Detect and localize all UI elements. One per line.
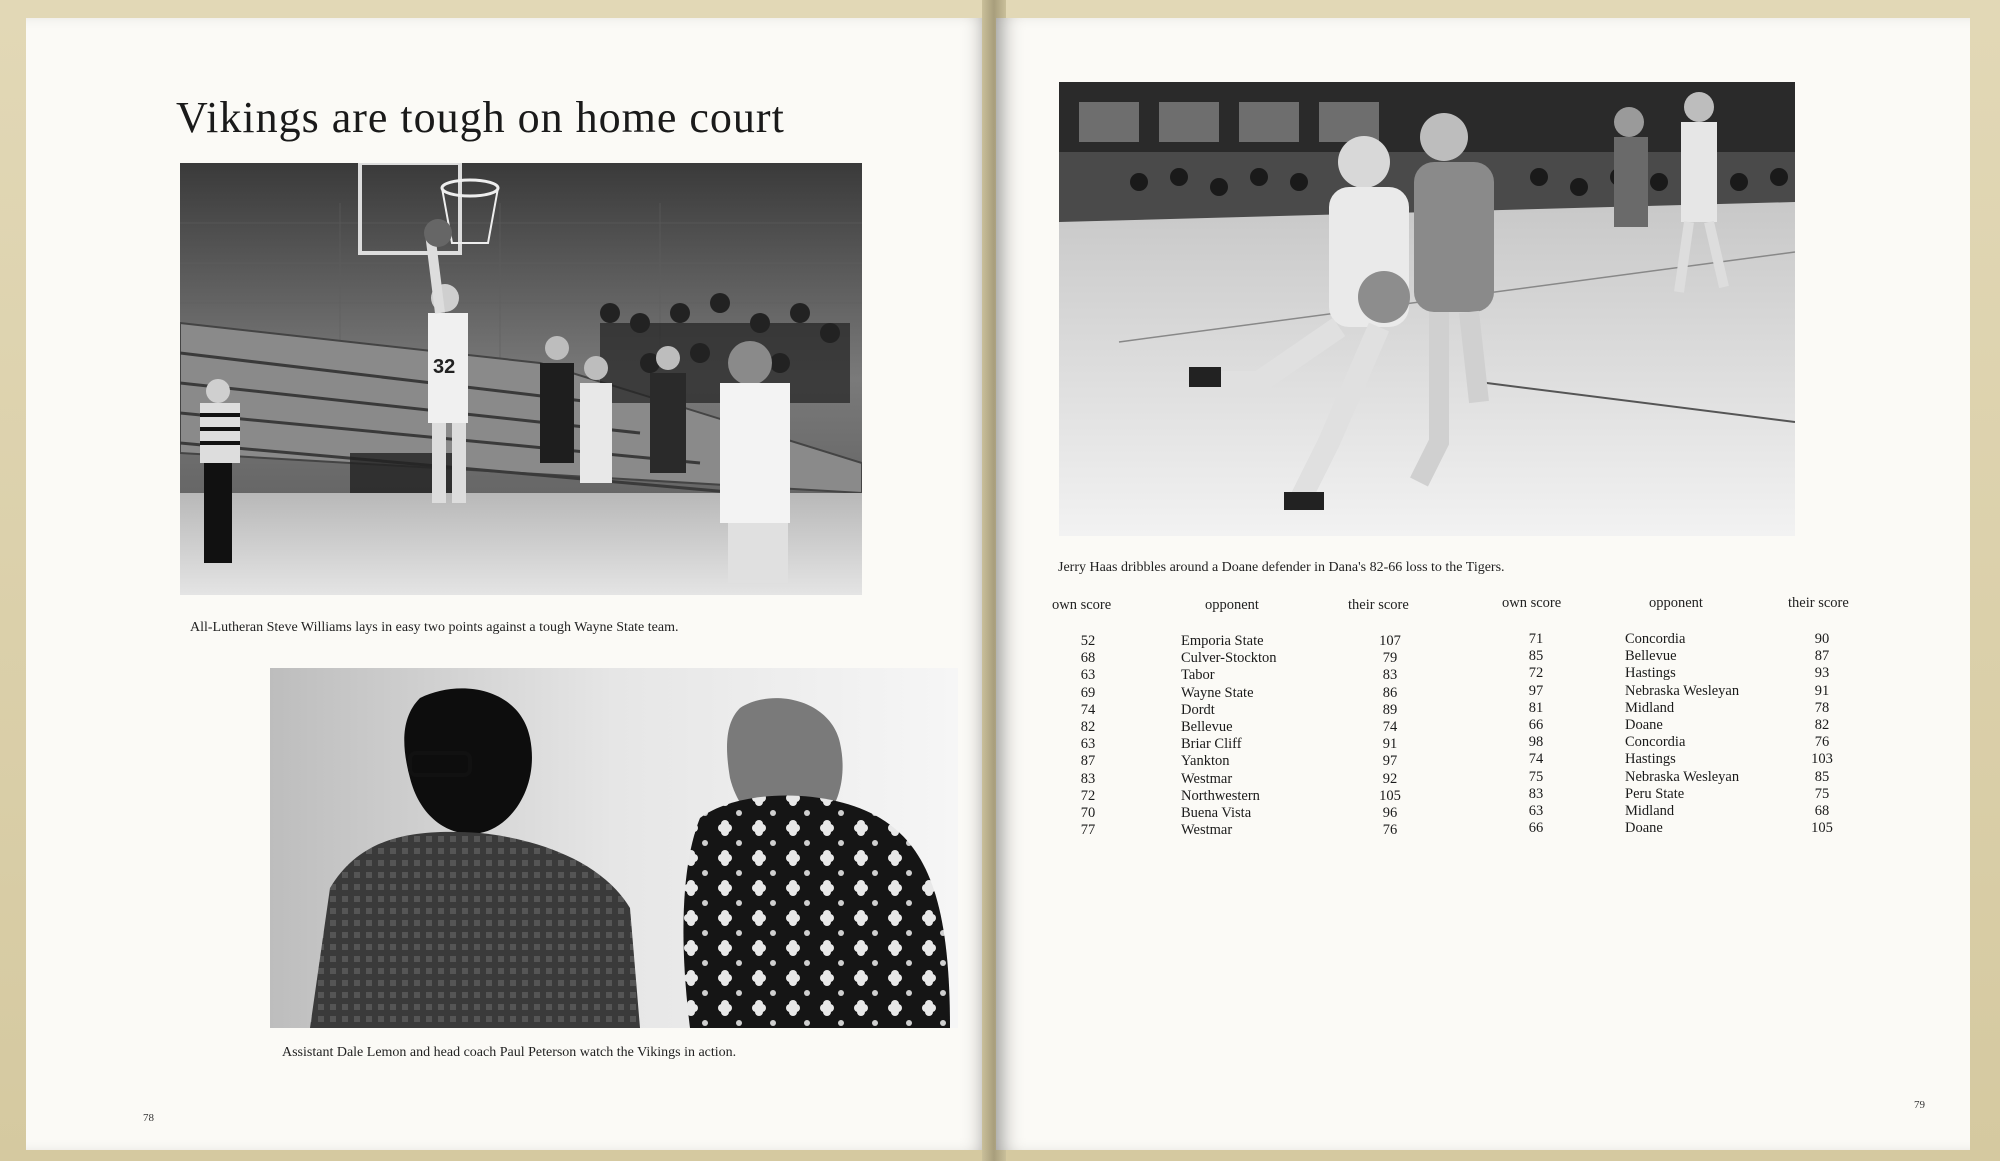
opponent-name: Westmar — [1181, 770, 1233, 787]
coaches-photo-image — [270, 668, 958, 1028]
opponent-name: Culver-Stockton — [1181, 650, 1277, 667]
own-score: 85 — [1528, 648, 1544, 665]
own-score: 66 — [1528, 820, 1544, 837]
own-score: 68 — [1080, 650, 1096, 667]
opponent-name: Wayne State — [1181, 684, 1254, 701]
opponent-name: Concordia — [1625, 631, 1686, 647]
header-opponent: opponent — [1205, 597, 1259, 613]
their-score: 86 — [1382, 684, 1398, 701]
opponent-name: Briar Cliff — [1181, 736, 1242, 753]
coaches-caption: Assistant Dale Lemon and head coach Paul Peterson watch the Vikings in action. — [282, 1045, 737, 1060]
opponent-name: Doane — [1625, 716, 1663, 733]
opponent-name: Buena Vista — [1181, 804, 1252, 821]
opponent-name: Hastings — [1625, 751, 1676, 768]
their-score: 93 — [1814, 665, 1830, 682]
their-score: 96 — [1382, 804, 1398, 821]
own-score: 74 — [1528, 751, 1544, 768]
own-score: 69 — [1080, 684, 1096, 701]
their-score: 91 — [1814, 682, 1830, 699]
opponent-name: Hastings — [1625, 665, 1676, 682]
opponent-name: Yankton — [1181, 753, 1230, 770]
own-score: 74 — [1080, 701, 1096, 718]
coaches-photo — [270, 668, 958, 1028]
own-score: 66 — [1528, 716, 1544, 733]
layup-caption: All-Lutheran Steve Williams lays in easy two points against a tough Wayne State team. — [190, 620, 679, 635]
own-score: 72 — [1528, 665, 1544, 682]
opponent-name: Emporia State — [1181, 633, 1264, 649]
opponent-name: Midland — [1625, 802, 1675, 819]
their-score: 76 — [1814, 734, 1830, 751]
header-opponent: opponent — [1649, 595, 1703, 611]
own-score: 97 — [1528, 682, 1544, 699]
svg-text:32: 32 — [433, 356, 456, 378]
own-score: 52 — [1080, 633, 1096, 649]
header-own-score: own score — [1502, 595, 1562, 611]
their-score: 91 — [1382, 736, 1398, 753]
their-score: 87 — [1814, 648, 1830, 665]
own-score: 83 — [1080, 770, 1096, 787]
own-score: 82 — [1080, 718, 1096, 735]
opponent-name: Bellevue — [1181, 718, 1233, 735]
header-their-score: their score — [1788, 595, 1849, 611]
own-score: 63 — [1080, 736, 1096, 753]
their-score: 107 — [1379, 633, 1401, 649]
left-page-number: 78 — [143, 1112, 154, 1124]
header-own-score: own score — [1052, 597, 1112, 613]
opponent-name: Midland — [1625, 699, 1675, 716]
own-score: 98 — [1528, 734, 1544, 751]
their-score: 78 — [1814, 699, 1830, 716]
own-score: 83 — [1528, 785, 1544, 802]
opponent-name: Tabor — [1181, 667, 1215, 684]
own-score: 87 — [1080, 753, 1096, 770]
their-score: 103 — [1811, 751, 1833, 768]
right-page-number: 79 — [1914, 1099, 1925, 1111]
their-score: 74 — [1382, 718, 1398, 735]
dribble-photo — [1059, 82, 1795, 536]
dribble-photo-image — [1059, 82, 1795, 536]
own-score: 70 — [1080, 804, 1096, 821]
own-score: 63 — [1080, 667, 1096, 684]
header-their-score: their score — [1348, 597, 1409, 613]
their-score: 75 — [1814, 785, 1830, 802]
their-score: 83 — [1382, 667, 1398, 684]
their-score: 76 — [1382, 822, 1398, 839]
opponent-name: Nebraska Wesleyan — [1625, 682, 1740, 699]
own-score: 71 — [1528, 631, 1544, 647]
opponent-name: Bellevue — [1625, 648, 1677, 665]
their-score: 105 — [1379, 787, 1401, 804]
opponent-name: Northwestern — [1181, 787, 1260, 804]
own-score: 77 — [1080, 822, 1096, 839]
own-score: 75 — [1528, 768, 1544, 785]
their-score: 97 — [1382, 753, 1398, 770]
opponent-name: Doane — [1625, 820, 1663, 837]
their-score: 90 — [1814, 631, 1830, 647]
their-score: 85 — [1814, 768, 1830, 785]
opponent-name: Westmar — [1181, 822, 1233, 839]
their-score: 92 — [1382, 770, 1398, 787]
opponent-name: Nebraska Wesleyan — [1625, 768, 1740, 785]
opponent-name: Dordt — [1181, 701, 1215, 718]
their-score: 68 — [1814, 802, 1830, 819]
their-score: 79 — [1382, 650, 1398, 667]
opponent-name: Peru State — [1625, 785, 1685, 802]
page-title: Vikings are tough on home court — [176, 93, 785, 142]
own-score: 63 — [1528, 802, 1544, 819]
layup-photo-image — [180, 163, 862, 595]
opponent-name: Concordia — [1625, 734, 1686, 751]
own-score: 72 — [1080, 787, 1096, 804]
their-score: 89 — [1382, 701, 1398, 718]
layup-photo — [180, 163, 862, 595]
dribble-caption: Jerry Haas dribbles around a Doane defender in Dana's 82-66 loss to the Tigers. — [1058, 560, 1505, 575]
own-score: 81 — [1528, 699, 1544, 716]
their-score: 82 — [1814, 716, 1830, 733]
their-score: 105 — [1811, 820, 1833, 837]
